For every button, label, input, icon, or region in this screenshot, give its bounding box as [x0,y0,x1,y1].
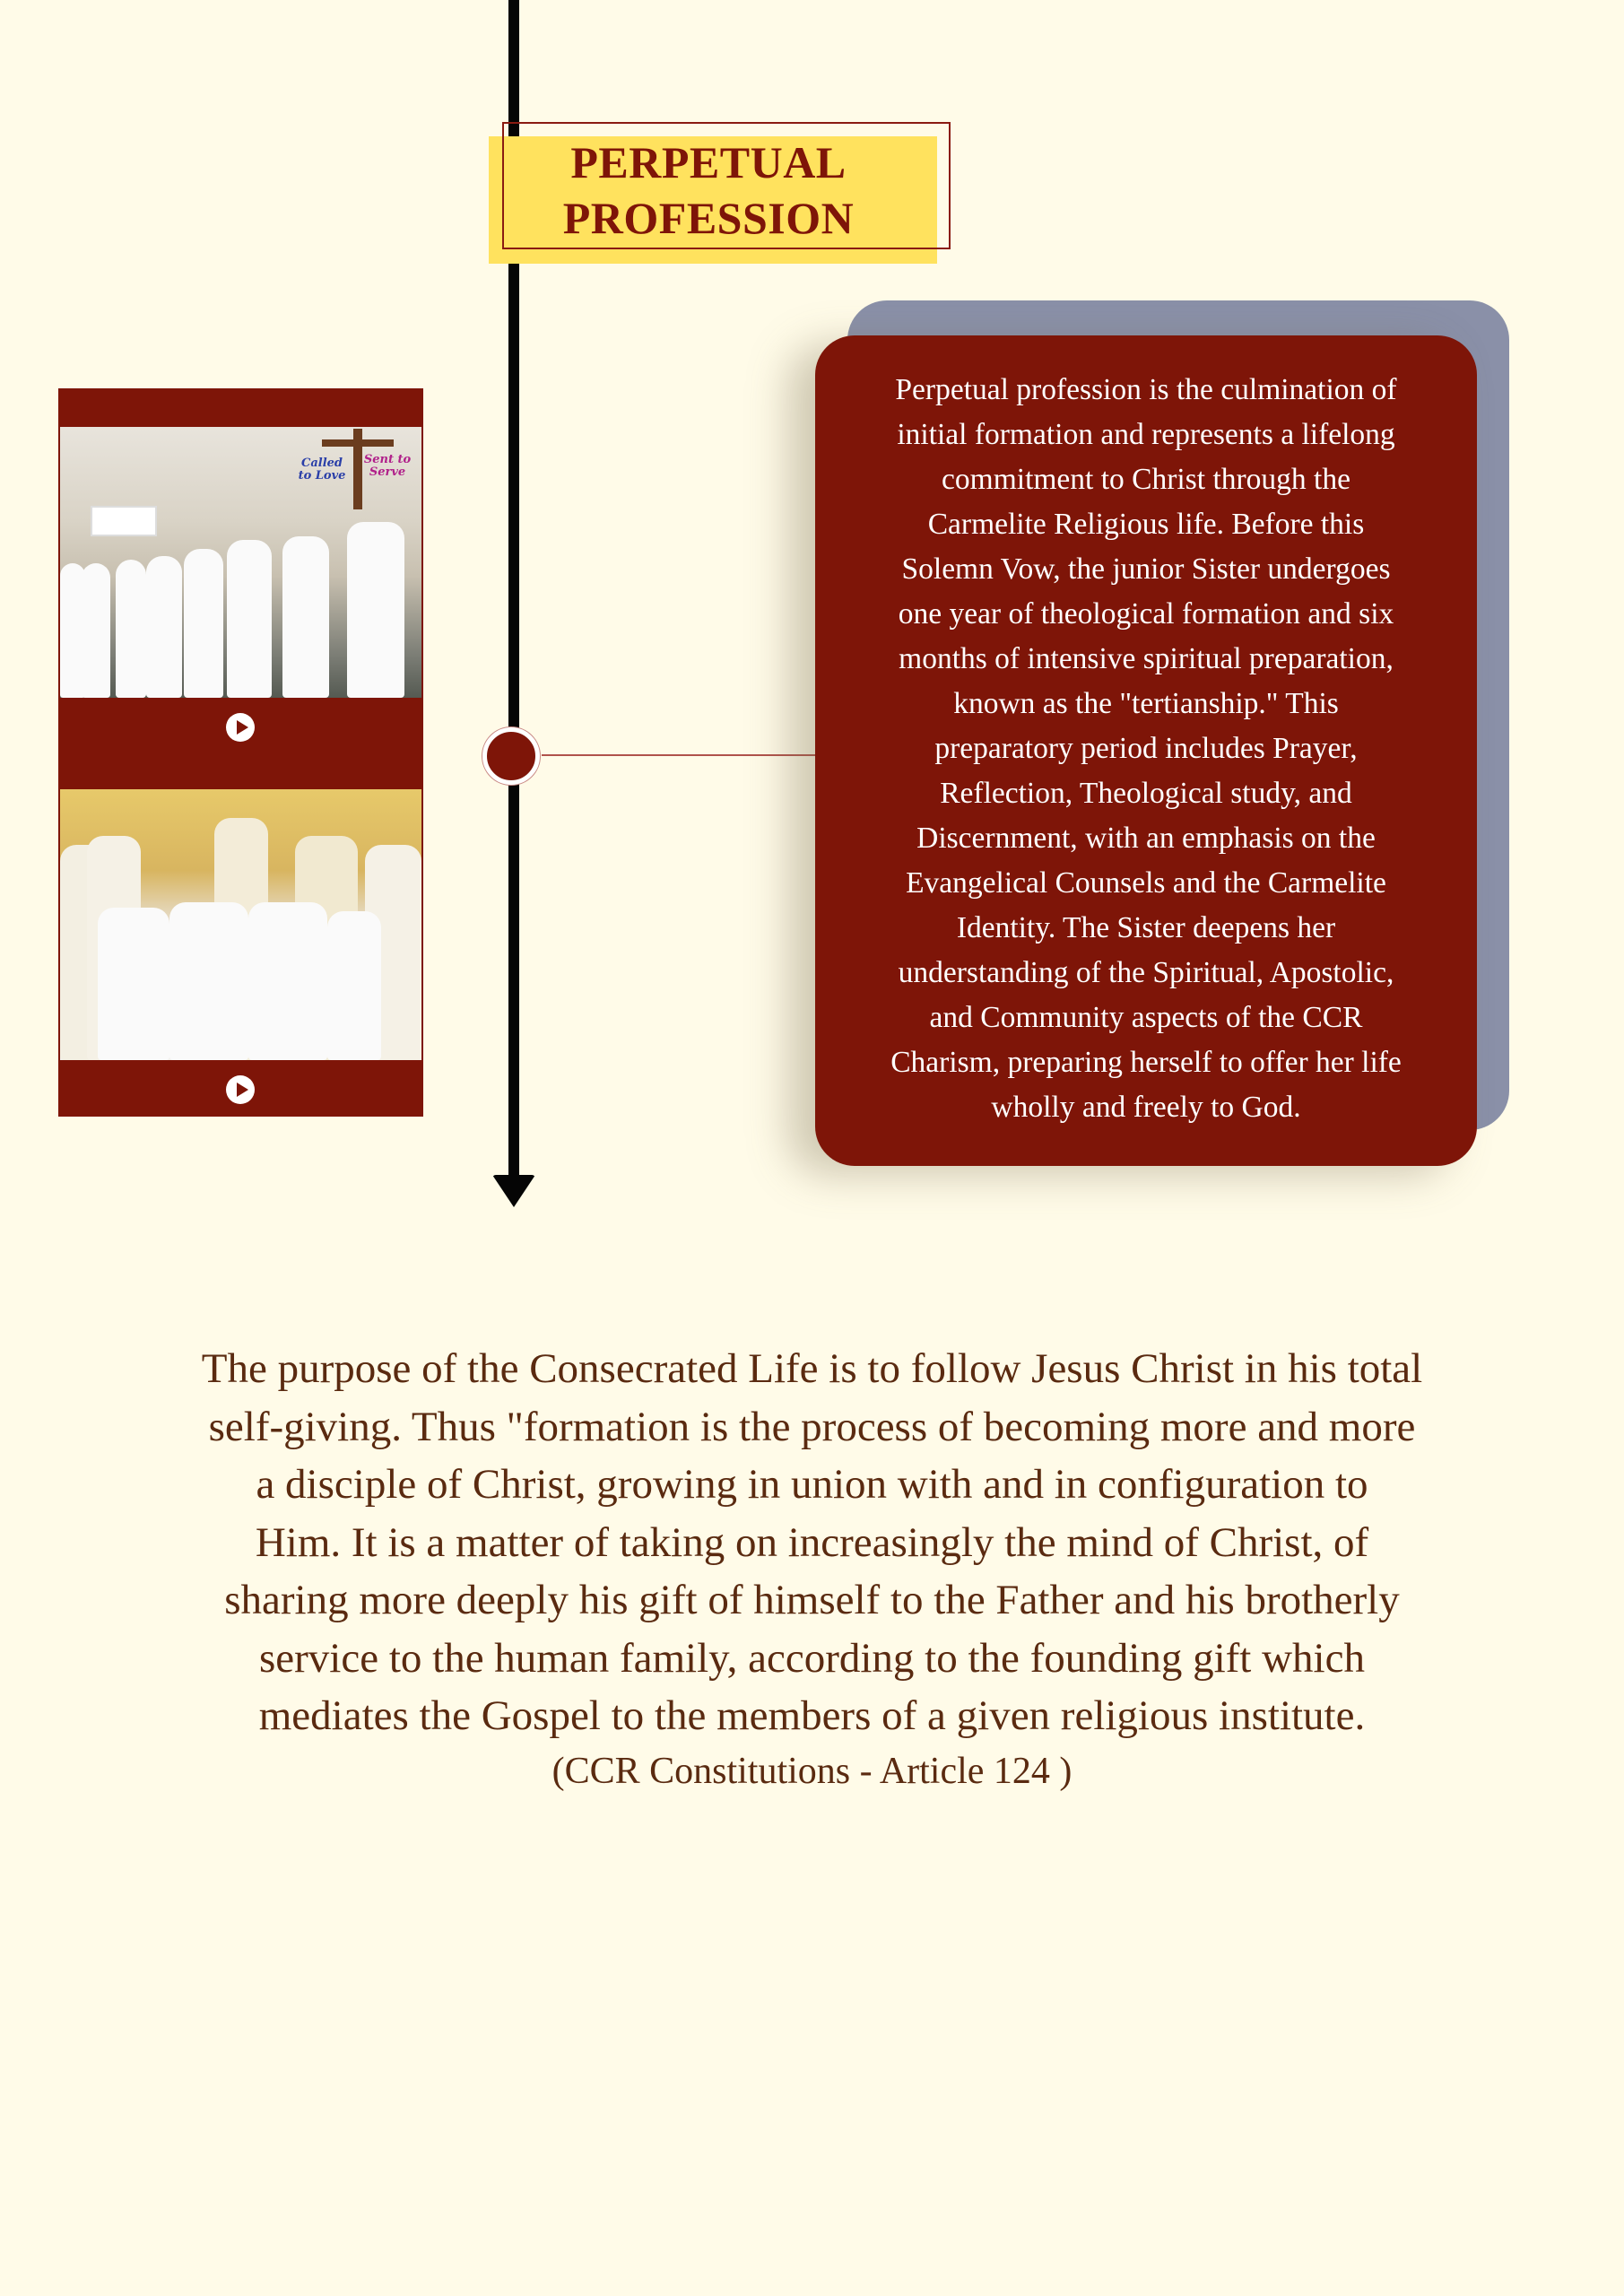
quote-line: service to the human family, according to the founding gift which [259,1634,1365,1682]
play-icon[interactable] [226,1075,255,1104]
description-line: Charism, preparing herself to offer her life [890,1046,1402,1079]
sister-figure [184,549,223,698]
section-title [538,135,879,246]
description-line: months of intensive spiritual preparation, [899,642,1394,675]
constitution-quote [90,1340,1534,1745]
quote-line: a disciple of Christ, growing in union with and in configuration to [256,1461,1368,1508]
video-thumbnail-1[interactable] [60,427,421,698]
quote-citation: (CCR Constitutions - Article 124 ) [551,1751,1073,1792]
sister-figure [248,902,327,1060]
photo-banner-left: Called to Love [298,457,346,483]
quote-line: self-giving. Thus "formation is the process of becoming more and more [208,1403,1416,1450]
description-card [815,335,1477,1166]
description-line: understanding of the Spiritual, Apostolic, [898,956,1394,989]
photo-banner-right: Sent to Serve [363,453,412,479]
description-line: Reflection, Theological study, and [940,777,1352,810]
description-text [831,368,1461,1130]
sister-figure [98,908,169,1060]
quote-line: Him. It is a matter of taking on increasingly the mind of Christ, of [255,1518,1369,1566]
description-line: commitment to Christ through the [942,463,1350,496]
media-panel [58,388,423,1117]
description-line: Perpetual profession is the culmination of [895,373,1397,406]
sister-figure [146,556,182,698]
description-line: preparatory period includes Prayer, [934,732,1358,765]
description-line: Discernment, with an emphasis on the [916,822,1376,855]
description-line: known as the "tertianship." This [953,687,1339,720]
description-line: initial formation and represents a lifelong [897,418,1395,451]
section-title-line-2: PROFESSION [562,193,855,243]
sister-figure [116,560,146,698]
description-line: one year of theological formation and six [898,597,1394,631]
description-line: and Community aspects of the CCR [929,1001,1363,1034]
quote-line: The purpose of the Consecrated Life is to follow Jesus Christ in his total [201,1345,1423,1392]
timeline-node [482,727,540,785]
arrow-down-icon [492,1175,535,1207]
quote-line: mediates the Gospel to the members of a given religious institute. [258,1692,1366,1739]
sister-figure [227,540,272,698]
description-line: Solemn Vow, the junior Sister undergoes [901,552,1391,586]
video-thumbnail-2[interactable] [60,789,421,1060]
connector-line [542,754,816,756]
section-title-line-1: PERPETUAL [570,137,847,187]
description-line: Carmelite Religious life. Before this [927,508,1365,541]
sister-figure [347,522,404,698]
projector-screen [91,506,157,536]
sister-figure [169,902,248,1060]
description-line: Identity. The Sister deepens her [956,911,1336,944]
quote-line: sharing more deeply his gift of himself to the Father and his brotherly [224,1577,1400,1623]
sister-figure [82,563,110,698]
crucifix-bar [322,439,394,447]
play-icon[interactable] [226,713,255,742]
description-line: Evangelical Counsels and the Carmelite [906,866,1386,900]
sister-figure [327,911,381,1060]
description-line: wholly and freely to God. [991,1091,1301,1124]
sister-figure [282,536,329,698]
